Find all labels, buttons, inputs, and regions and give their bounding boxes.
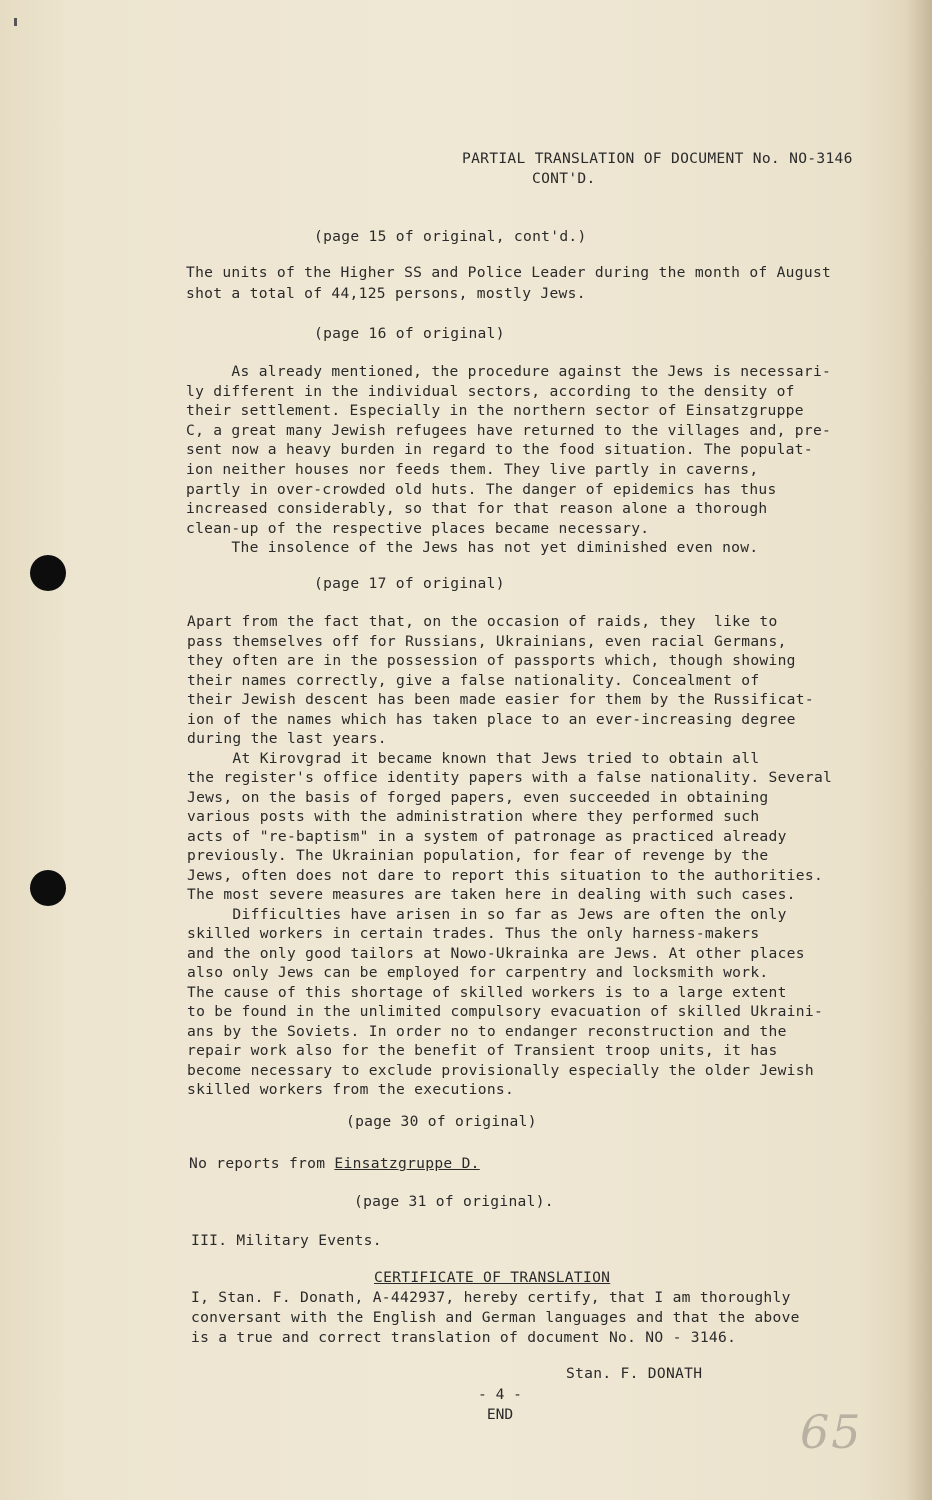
page-reference: (page 31 of original). [354,1193,554,1210]
page-reference: (page 17 of original) [314,575,505,592]
document-subtitle: CONT'D. [532,170,596,187]
text-line: to be found in the unlimited compulsory evacuation of skilled Ukraini- [187,1003,824,1020]
staple-mark [14,18,17,26]
page-edge-shadow [906,0,932,1500]
page-reference: (page 15 of original, cont'd.) [314,228,587,245]
text-line: previously. The Ukrainian population, for fear of revenge by the [187,847,769,864]
signature: Stan. F. DONATH [566,1365,703,1382]
no-reports-text: No reports from [189,1155,335,1172]
text-line: ion of the names which has taken place to an ever-increasing degree [187,710,796,728]
text-line: I, Stan. F. Donath, A-442937, hereby certify, that I am thoroughly [191,1289,791,1306]
end-mark: END [486,1406,514,1423]
text-line: various posts with the administration where they performed such [187,808,760,825]
section-heading: III. Military Events. [191,1232,382,1249]
text-line: partly in over-crowded old huts. The danger of epidemics has thus [186,480,777,498]
text-line: during the last years. [187,730,387,747]
text-line: ly different in the individual sectors, according to the density of [186,382,795,400]
text-line: The units of the Higher SS and Police Leader during the month of August [186,264,832,281]
text-line: their Jewish descent has been made easier for them by the Russificat- [187,691,814,708]
text-line: shot a total of 44,125 persons, mostly Jews. [186,285,586,302]
text-line: their settlement. Especially in the northern sector of Einsatzgruppe [186,402,804,420]
page-reference: (page 30 of original) [346,1113,537,1130]
text-line: The insolence of the Jews has not yet diminished even now. [186,539,759,557]
text-line: C, a great many Jewish refugees have returned to the villages and, pre- [186,421,832,439]
text-line: ans by the Soviets. In order no to endanger reconstruction and the [187,1022,787,1040]
text-line: also only Jews can be employed for carpentry and locksmith work. [187,964,769,981]
text-line: skilled workers from the executions. [187,1081,515,1098]
einsatzgruppe-d: Einsatzgruppe D. [334,1155,480,1172]
text-line: clean-up of the respective places became necessary. [186,519,650,537]
text-line: become necessary to exclude provisionally especially the older Jewish [187,1061,814,1079]
text-line: their names correctly, give a false nationality. Concealment of [187,671,760,689]
text-line: skilled workers in certain trades. Thus the only harness-makers [187,925,760,942]
text-line: conversant with the English and German languages and that the above [191,1309,800,1326]
text-line: sent now a heavy burden in regard to the food situation. The populat- [186,441,813,459]
text-line: The cause of this shortage of skilled workers is to a large extent [187,983,787,1001]
text-line: The most severe measures are taken here in dealing with such cases. [187,886,796,903]
text-line: At Kirovgrad it became known that Jews tried to obtain all [187,749,760,767]
text-line: ion neither houses nor feeds them. They live partly in caverns, [186,461,759,478]
text-line: increased considerably, so that for that reason alone a thorough [186,500,768,518]
text-line: Jews, often does not dare to report this situation to the authorities. [187,866,824,884]
document-title: PARTIAL TRANSLATION OF DOCUMENT No. NO-3146 [462,150,853,167]
text-line: Apart from the fact that, on the occasion of raids, they like to [187,613,778,630]
page-number: - 4 - [478,1386,522,1403]
punch-hole [30,870,66,906]
text-line: is a true and correct translation of document No. NO - 3146. [191,1329,737,1346]
page-reference: (page 16 of original) [314,325,505,342]
text-line: the register's office identity papers with a false nationality. Several [187,769,833,786]
no-reports-line [189,1155,480,1172]
text-line: Difficulties have arisen in so far as Jews are often the only [187,905,787,923]
text-line: acts of "re-baptism" in a system of patronage as practiced already [187,827,787,845]
text-line: they often are in the possession of passports which, though showing [187,652,796,669]
text-line: and the only good tailors at Nowo-Ukrainka are Jews. At other places [187,944,805,962]
punch-hole [30,555,66,591]
text-line: pass themselves off for Russians, Ukrainians, even racial Germans, [187,632,787,650]
certificate-heading: CERTIFICATE OF TRANSLATION [374,1269,611,1286]
text-line: As already mentioned, the procedure against the Jews is necessari- [186,363,832,380]
text-line: Jews, on the basis of forged papers, even succeeded in obtaining [187,788,769,806]
pencil-annotation: 65 [800,1405,863,1459]
text-line: repair work also for the benefit of Transient troop units, it has [187,1042,778,1059]
